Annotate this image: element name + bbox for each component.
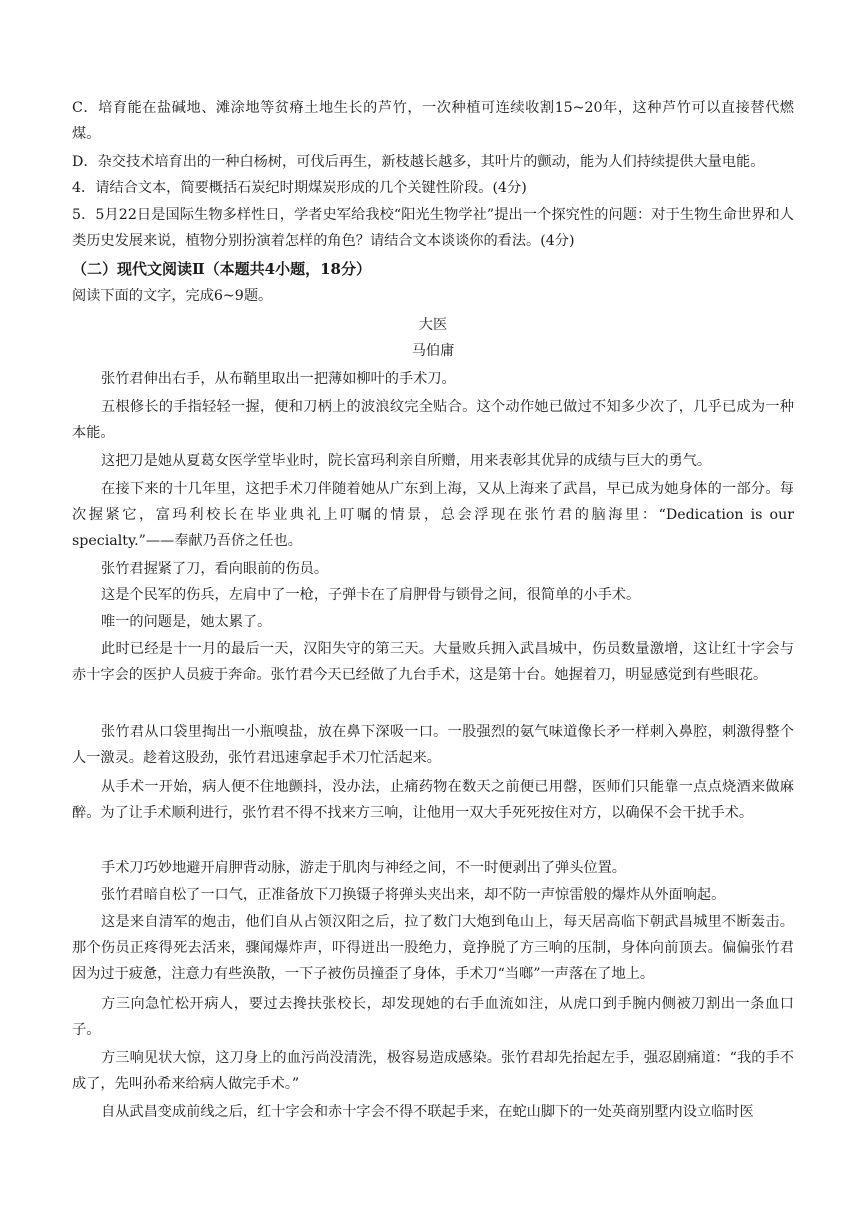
option-d: D．杂交技术培育出的一种白杨树，可伐后再生，新枝越长越多，其叶片的颤动，能为人们持续提供大量电能。 [72,154,765,170]
article-paragraph: 此时已经是十一月的最后一天，汉阳失守的第三天。大量败兵拥入武昌城中，伤员数量激增，这让红十字会与赤十字会的医护人员疲于奔命。张竹君今天已经做了九台手术，这是第十台。她握着刀，明显感觉到有些眼花。 [72,641,794,683]
option-c: C．培育能在盐碱地、滩涂地等贫瘠土地生长的芦竹，一次种植可连续收割15~20年，这种芦竹可以直接替代燃煤。 [72,100,794,142]
article-paragraph: 唯一的问题是，她太累了。 [101,614,272,630]
article-paragraph: 这是个民军的伤兵，左肩中了一枪，子弹卡在了肩胛骨与锁骨之间，很简单的小手术。 [101,587,641,603]
article-paragraph: 张竹君握紧了刀，看向眼前的伤员。 [101,561,329,577]
question-4: 4．请结合文本，简要概括石炭纪时期煤炭形成的几个关键性阶段。(4分) [72,180,527,196]
article-author: 马伯庸 [411,343,455,359]
article-title: 大医 [418,317,448,333]
article-paragraph: 方三响见状大惊，这刀身上的血污尚没清洗，极容易造成感染。张竹君却先抬起左手，强忍剧痛道：“我的手不成了，先叫孙希来给病人做完手术。” [72,1050,794,1092]
article-paragraph: 这把刀是她从夏葛女医学堂毕业时，院长富玛利亲自所赠，用来表彰其优异的成绩与巨大的勇气。 [101,453,712,469]
article-paragraph: 方三向急忙松开病人，要过去搀扶张校长，却发现她的右手血流如注，从虎口到手腕内侧被刀割出一条血口子。 [72,996,794,1038]
article-paragraph: 手术刀巧妙地避开肩胛背动脉，游走于肌肉与神经之间，不一时便剥出了弹头位置。 [101,860,626,876]
section-heading: （二）现代文阅读Ⅱ（本题共4小题，18分） [72,260,371,278]
article-paragraph: 张竹君伸出右手，从布鞘里取出一把薄如柳叶的手术刀。 [101,371,456,387]
article-paragraph: 在接下来的十几年里，这把手术刀伴随着她从广东到上海，又从上海来了武昌，早已成为她身体的一部分。每次握紧它，富玛利校长在毕业典礼上叮嘱的情景，总会浮现在张竹君的脑海里：“Dedication is our specialty.”——奉献乃吾侪之任也。 [72,481,794,549]
article-paragraph: 五根修长的手指轻轻一握，便和刀柄上的波浪纹完全贴合。这个动作她已做过不知多少次了，几乎已成为一种本能。 [72,399,794,441]
question-5: 5．5月22日是国际生物多样性日，学者史军给我校“阳光生物学社”提出一个探究性的问题：对于生物生命世界和人类历史发展来说，植物分别扮演着怎样的角色？请结合文本谈谈你的看法。(4分) [72,207,794,249]
section-instruction: 阅读下面的文字，完成6~9题。 [72,288,273,304]
article-paragraph: 这是来自清军的炮击，他们自从占领汉阳之后，拉了数门大炮到龟山上，每天居高临下朝武昌城里不断轰击。那个伤员正疼得死去活来，骤闻爆炸声，吓得迸出一股绝力，竟挣脱了方三响的压制，身体向前顶去。偏偏张竹君因为过于疲惫，注意力有些涣散，一下子被伤员撞歪了身体，手术刀“当啷”一声落在了地上。 [72,914,794,982]
article-paragraph: 张竹君暗自松了一口气，正准备放下刀换镊子将弹头夹出来，却不防一声惊雷般的爆炸从外面响起。 [101,887,726,903]
article-paragraph: 从手术一开始，病人便不住地颤抖，没办法，止痛药物在数天之前便已用罄，医师们只能靠一点点烧酒来做麻醉。为了让手术顺利进行，张竹君不得不找来方三响，让他用一双大手死死按住对方，以确保不会干扰手术。 [72,779,794,821]
article-paragraph: 张竹君从口袋里掏出一小瓶嗅盐，放在鼻下深吸一口。一股强烈的氨气味道像长矛一样刺入鼻腔，刺激得整个人一激灵。趁着这股劲，张竹君迅速拿起手术刀忙活起来。 [72,724,794,766]
article-paragraph: 自从武昌变成前线之后，红十字会和赤十字会不得不联起手来，在蛇山脚下的一处英商别墅内设立临时医 [101,1104,754,1120]
